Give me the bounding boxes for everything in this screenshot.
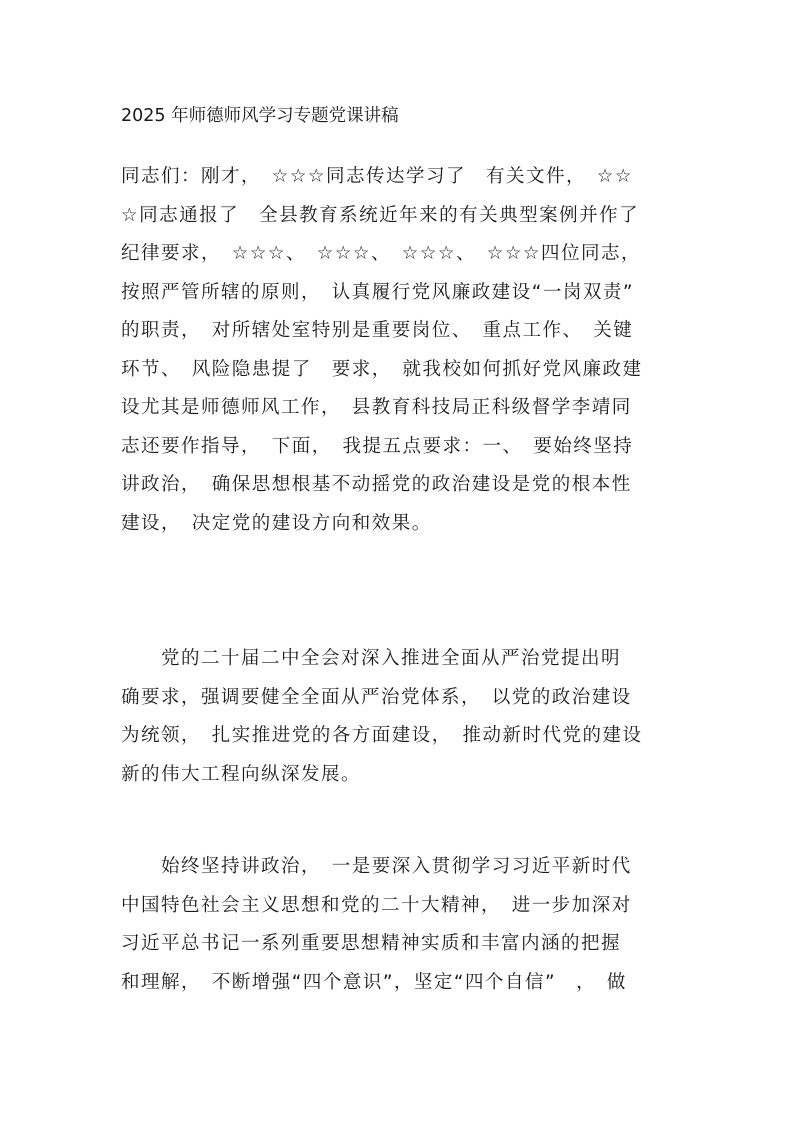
text-line: 习近平总书记一系列重要思想精神实质和丰富内涵的把握	[121, 933, 622, 954]
document-title: 2025 年师德师风学习专题党课讲稿	[121, 106, 399, 126]
text-line: 新的伟大工程向纵深发展。	[121, 763, 362, 785]
paragraph-2	[121, 640, 681, 794]
paragraph-1	[121, 158, 681, 543]
text-line: ☆同志通报了 全县教育系统近年来的有关典型案例并作了	[121, 204, 640, 226]
text-line: 建设， 决定党的建设方向和效果。	[121, 512, 432, 534]
text-line: 始终坚持讲政治， 一是要深入贯彻学习习近平新时代	[121, 856, 632, 877]
paragraph-3	[121, 848, 681, 1002]
text-line: 和理解， 不断增强“四个意识”，坚定“四个自信” ， 做	[121, 971, 627, 993]
text-line: 志还要作指导， 下面， 我提五点要求：一、 要始终坚持	[121, 435, 634, 457]
text-line: 党的二十届二中全会对深入推进全面从严治党提出明	[121, 648, 622, 669]
text-line: 纪律要求， ☆☆☆、 ☆☆☆、 ☆☆☆、 ☆☆☆四位同志，	[121, 243, 642, 264]
text-line: 确要求，强调要健全全面从严治党体系， 以党的政治建设	[121, 686, 632, 708]
text-line: 按照严管所辖的原则， 认真履行党风廉政建设“一岗双责”	[121, 281, 634, 303]
text-line: 的职责， 对所辖处室特别是重要岗位、 重点工作、 关键	[121, 320, 634, 341]
text-line: 中国特色社会主义思想和党的二十大精神， 进一步加深对	[121, 894, 632, 916]
text-line: 同志们：刚才， ☆☆☆同志传达学习了 有关文件， ☆☆	[121, 166, 633, 187]
text-line: 环节、 风险隐患提了 要求， 就我校如何抓好党风廉政建	[121, 358, 643, 380]
text-line: 为统领， 扎实推进党的各方面建设， 推动新时代党的建设	[121, 725, 643, 746]
text-line: 设尤其是师德师风工作， 县教育科技局正科级督学李靖同	[121, 397, 632, 418]
text-line: 讲政治， 确保思想根基不动摇党的政治建设是党的根本性	[121, 474, 632, 495]
